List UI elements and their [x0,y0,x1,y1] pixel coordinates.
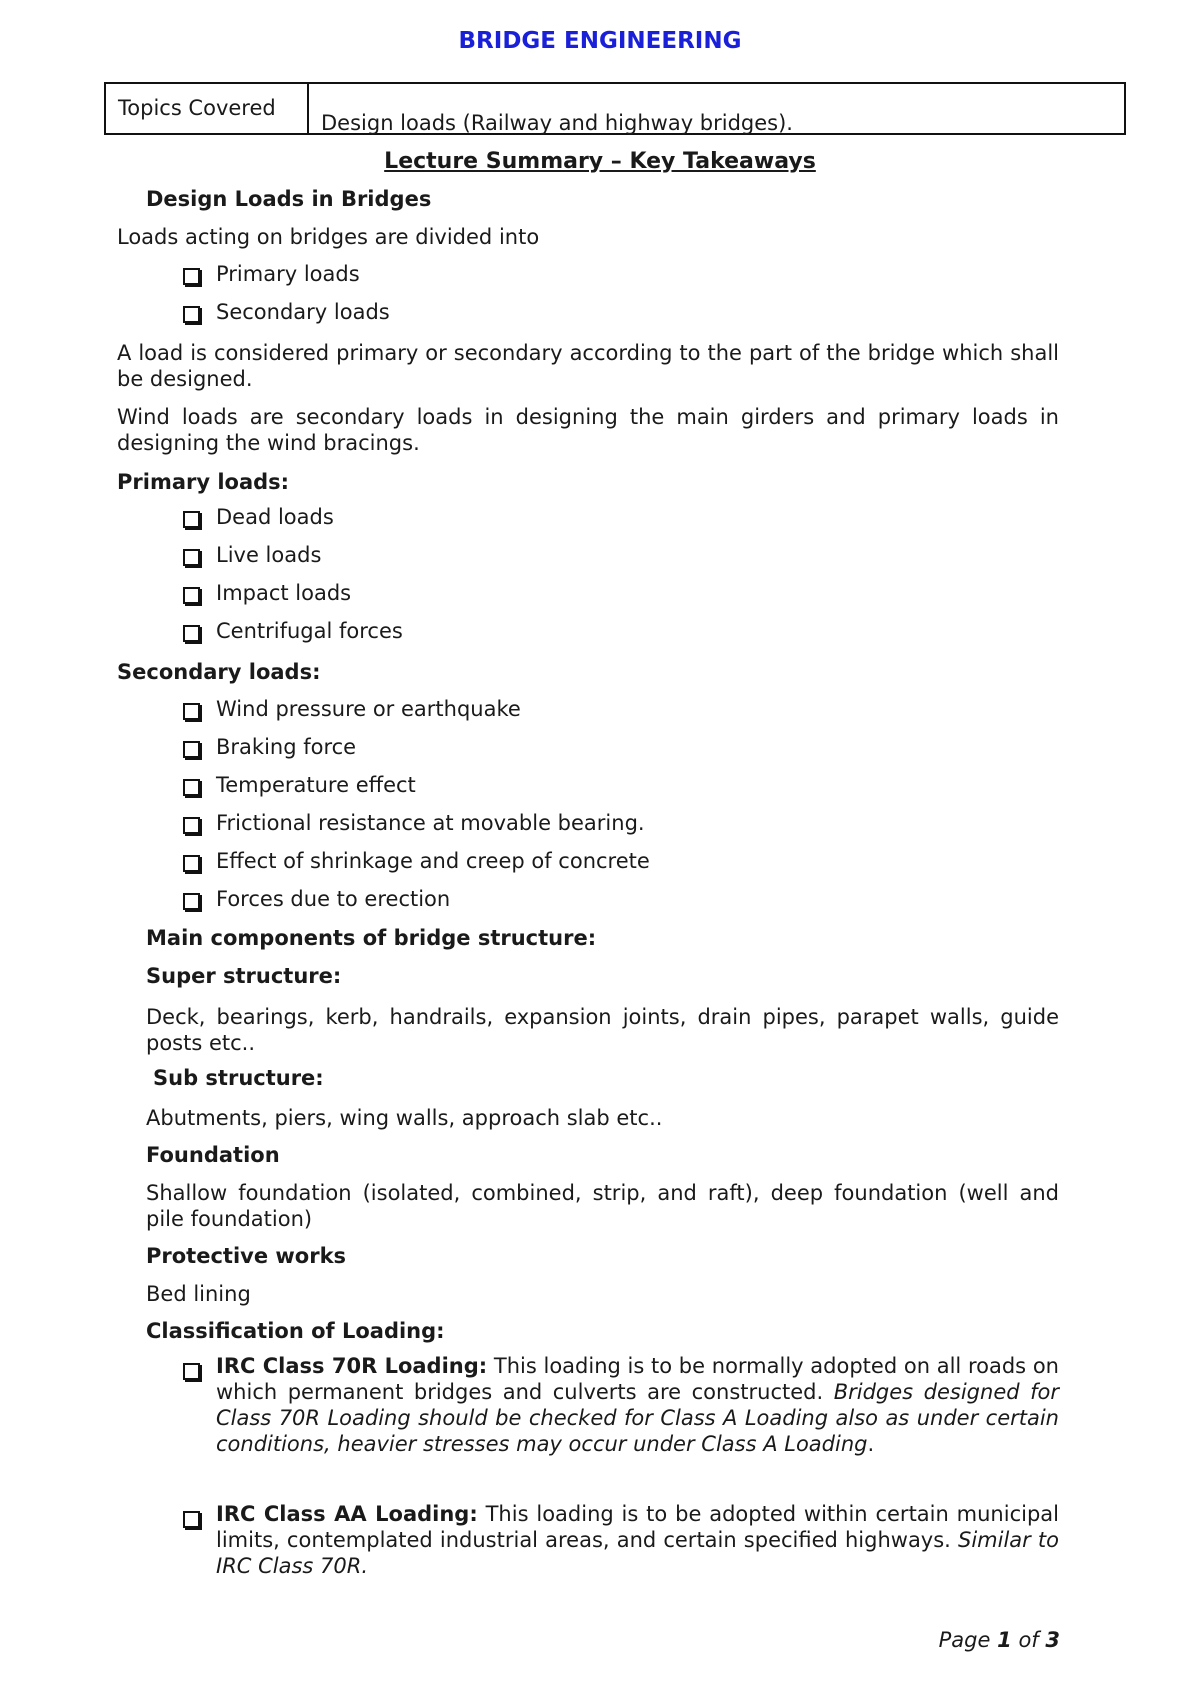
sub-structure-text: Abutments, piers, wing walls, approach slab etc.. [146,1106,663,1130]
checkbox-bullet-icon [183,855,200,872]
checkbox-bullet-icon [183,549,200,566]
checkbox-bullet-icon [183,893,200,910]
document-title: BRIDGE ENGINEERING [458,28,742,54]
list-item: Braking force [183,735,356,759]
checkbox-bullet-icon [183,268,200,285]
list-item: Dead loads [183,505,334,529]
design-loads-heading: Design Loads in Bridges [146,187,432,211]
design-loads-para-2: Wind loads are secondary loads in designing the main girders and primary loads in designing the wind bracings. [117,405,1059,455]
list-item: Secondary loads [183,300,390,324]
sub-structure-heading: Sub structure: [153,1066,324,1090]
secondary-loads-heading: Secondary loads: [117,660,321,684]
checkbox-bullet-icon [183,741,200,758]
super-structure-heading: Super structure: [146,964,342,988]
topics-table [104,82,1126,135]
list-item: Wind pressure or earthquake [183,697,521,721]
list-item: Primary loads [183,262,360,286]
components-heading: Main components of bridge structure: [146,926,597,950]
list-item: Forces due to erection [183,887,450,911]
protective-works-text: Bed lining [146,1282,251,1306]
checkbox-bullet-icon [183,306,200,323]
table-divider [307,84,309,133]
list-item: Effect of shrinkage and creep of concrete [183,849,650,873]
list-item: Live loads [183,543,321,567]
summary-title: Lecture Summary – Key Takeaways [384,149,816,174]
foundation-text: Shallow foundation (isolated, combined, strip, and raft), deep foundation (well and pile foundation) [146,1181,1059,1231]
list-item: Impact loads [183,581,351,605]
checkbox-bullet-icon [183,1363,200,1380]
primary-loads-heading: Primary loads: [117,470,290,494]
checkbox-bullet-icon [183,817,200,834]
checkbox-bullet-icon [183,779,200,796]
design-loads-intro: Loads acting on bridges are divided into [117,225,540,249]
topics-value: Design loads (Railway and highway bridges). [321,111,793,135]
list-item-class-aa [183,1502,1059,1579]
design-loads-para-1: A load is considered primary or secondary according to the part of the bridge which shall be designed. [117,341,1059,391]
class-70r-text: IRC Class 70R Loading: This loading is to be normally adopted on all roads on which permanent bridges and culverts are constructed. Bridges designed for Class 70R Loading should be checked for Class A Loading also as under certain conditions, heavier stresses may occur under Class A Loading. [216,1354,1059,1456]
checkbox-bullet-icon [183,625,200,642]
topics-label: Topics Covered [118,96,276,120]
list-item: Temperature effect [183,773,416,797]
super-structure-text: Deck, bearings, kerb, handrails, expansion joints, drain pipes, parapet walls, guide posts etc.. [146,1005,1059,1055]
list-item-class-70r [183,1354,1059,1457]
foundation-heading: Foundation [146,1143,280,1167]
checkbox-bullet-icon [183,511,200,528]
checkbox-bullet-icon [183,587,200,604]
checkbox-bullet-icon [183,1511,200,1528]
page-number: Page 1 of 3 [938,1628,1060,1652]
checkbox-bullet-icon [183,703,200,720]
list-item: Centrifugal forces [183,619,403,643]
protective-works-heading: Protective works [146,1244,347,1268]
list-item: Frictional resistance at movable bearing. [183,811,645,835]
class-aa-text: IRC Class AA Loading: This loading is to be adopted within certain municipal limits, contemplated industrial areas, and certain specified highways. Similar to IRC Class 70R. [216,1502,1059,1578]
classification-heading: Classification of Loading: [146,1319,445,1343]
